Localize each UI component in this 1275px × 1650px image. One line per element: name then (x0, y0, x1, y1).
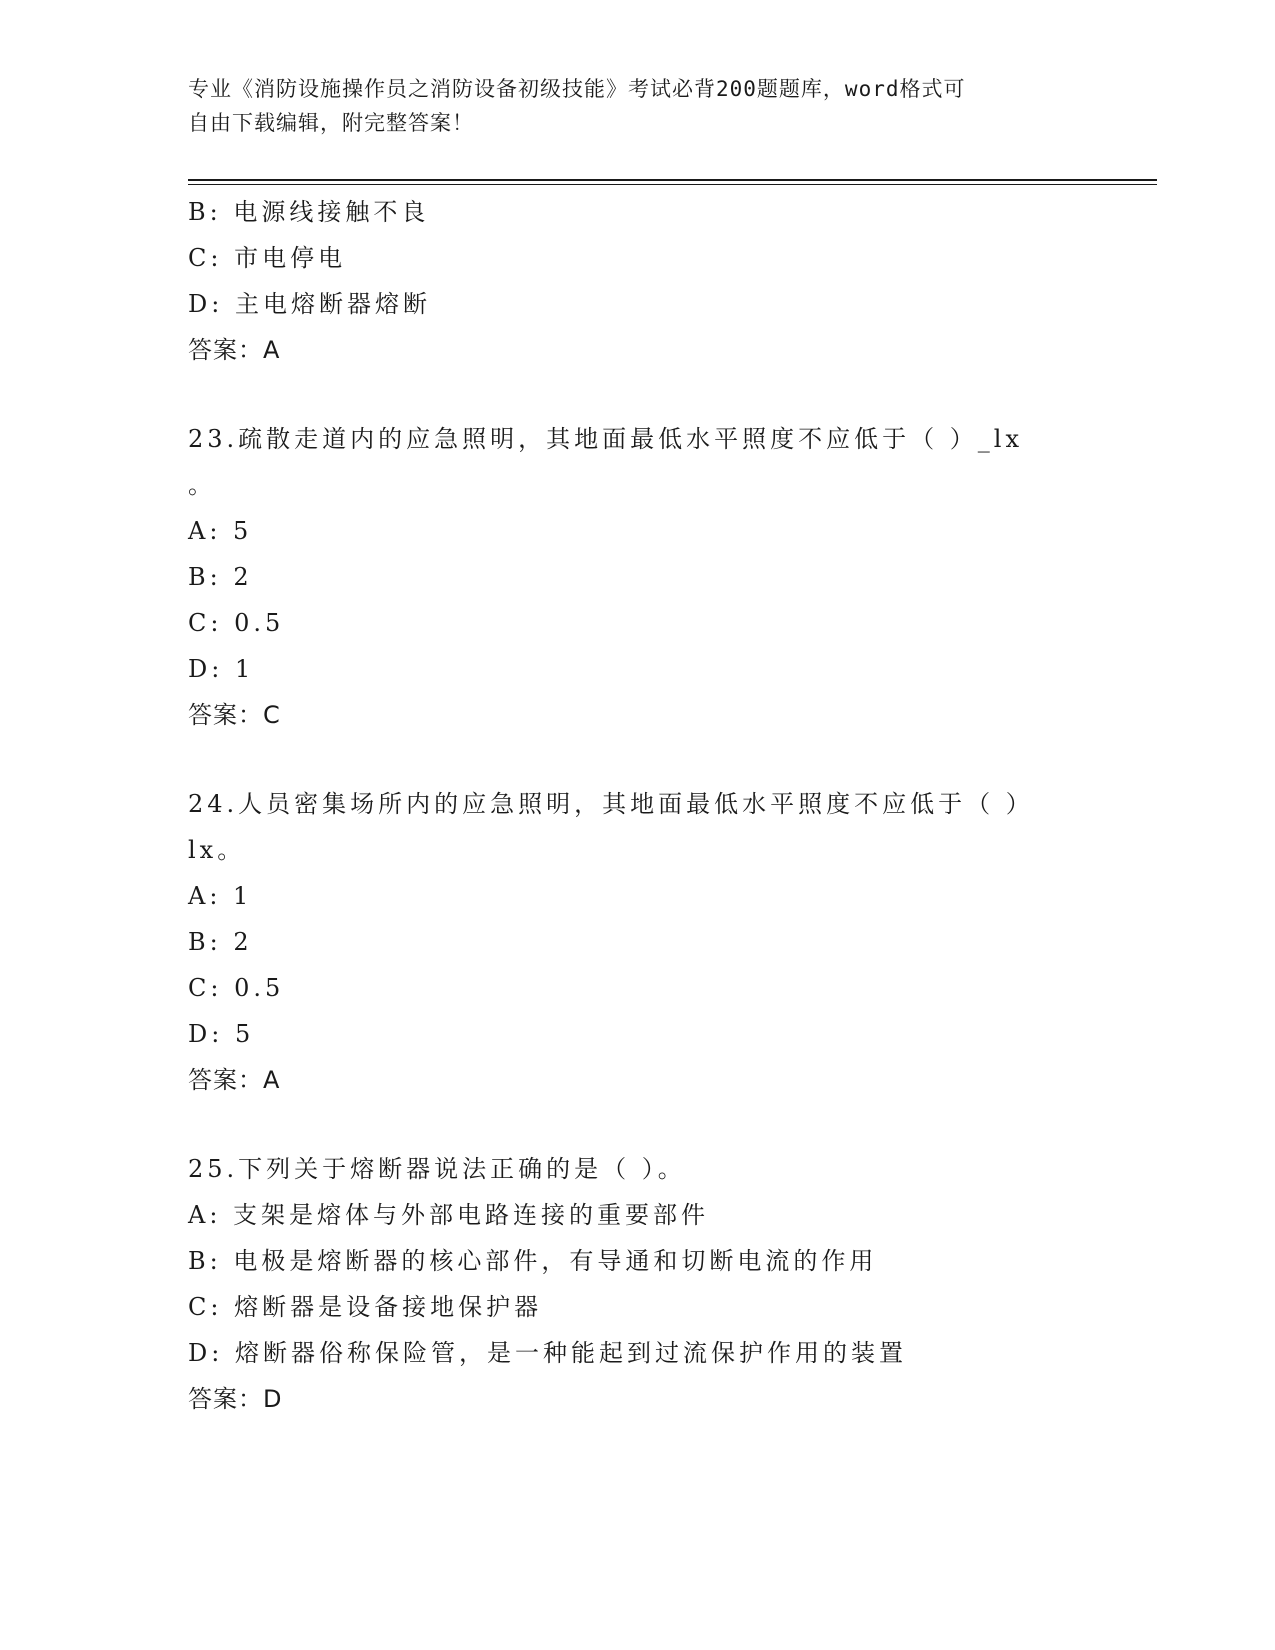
option-d: D: 主电熔断器熔断 (188, 290, 431, 318)
question-gap (188, 373, 1068, 416)
answer-line: 答案：C (188, 701, 281, 729)
answer-line: 答案：A (188, 336, 281, 364)
option-b: B: 2 (188, 928, 253, 956)
question-24 (188, 781, 1068, 1103)
question-stem: 24.人员密集场所内的应急照明，其地面最低水平照度不应低于（ ） (188, 790, 1034, 818)
question-22-tail (188, 189, 1068, 373)
option-b: B: 电源线接触不良 (188, 198, 430, 226)
option-d: D: 5 (188, 1020, 255, 1048)
option-b: B: 2 (188, 563, 253, 591)
option-a: A: 5 (188, 517, 253, 545)
answer-line: 答案：D (188, 1385, 283, 1413)
option-c: C: 熔断器是设备接地保护器 (188, 1293, 543, 1321)
question-stem: 25.下列关于熔断器说法正确的是（ ）。 (188, 1155, 686, 1183)
option-c: C: 市电停电 (188, 244, 347, 272)
document-header (188, 72, 1068, 140)
question-stem-continued: lx。 (188, 836, 246, 864)
header-rule-thin (188, 184, 1157, 185)
option-d: D: 熔断器俗称保险管，是一种能起到过流保护作用的装置 (188, 1339, 907, 1367)
question-list (188, 189, 1068, 1422)
option-d: D: 1 (188, 655, 255, 683)
question-stem: 23.疏散走道内的应急照明，其地面最低水平照度不应低于（ ）_lx (188, 425, 1024, 453)
question-gap (188, 738, 1068, 781)
header-line-2: 自由下载编辑，附完整答案！ (188, 111, 474, 135)
option-b: B: 电极是熔断器的核心部件，有导通和切断电流的作用 (188, 1247, 878, 1275)
answer-line: 答案：A (188, 1066, 281, 1094)
option-c: C: 0.5 (188, 974, 285, 1002)
question-25 (188, 1146, 1068, 1422)
option-a: A: 支架是熔体与外部电路连接的重要部件 (188, 1201, 710, 1229)
question-gap (188, 1103, 1068, 1146)
option-a: A: 1 (188, 882, 253, 910)
header-line-1: 专业《消防设施操作员之消防设备初级技能》考试必背200题题库，word格式可 (188, 77, 966, 101)
question-23 (188, 416, 1068, 738)
question-stem-continued: 。 (188, 471, 216, 499)
header-rule-thick (188, 179, 1157, 181)
option-c: C: 0.5 (188, 609, 285, 637)
